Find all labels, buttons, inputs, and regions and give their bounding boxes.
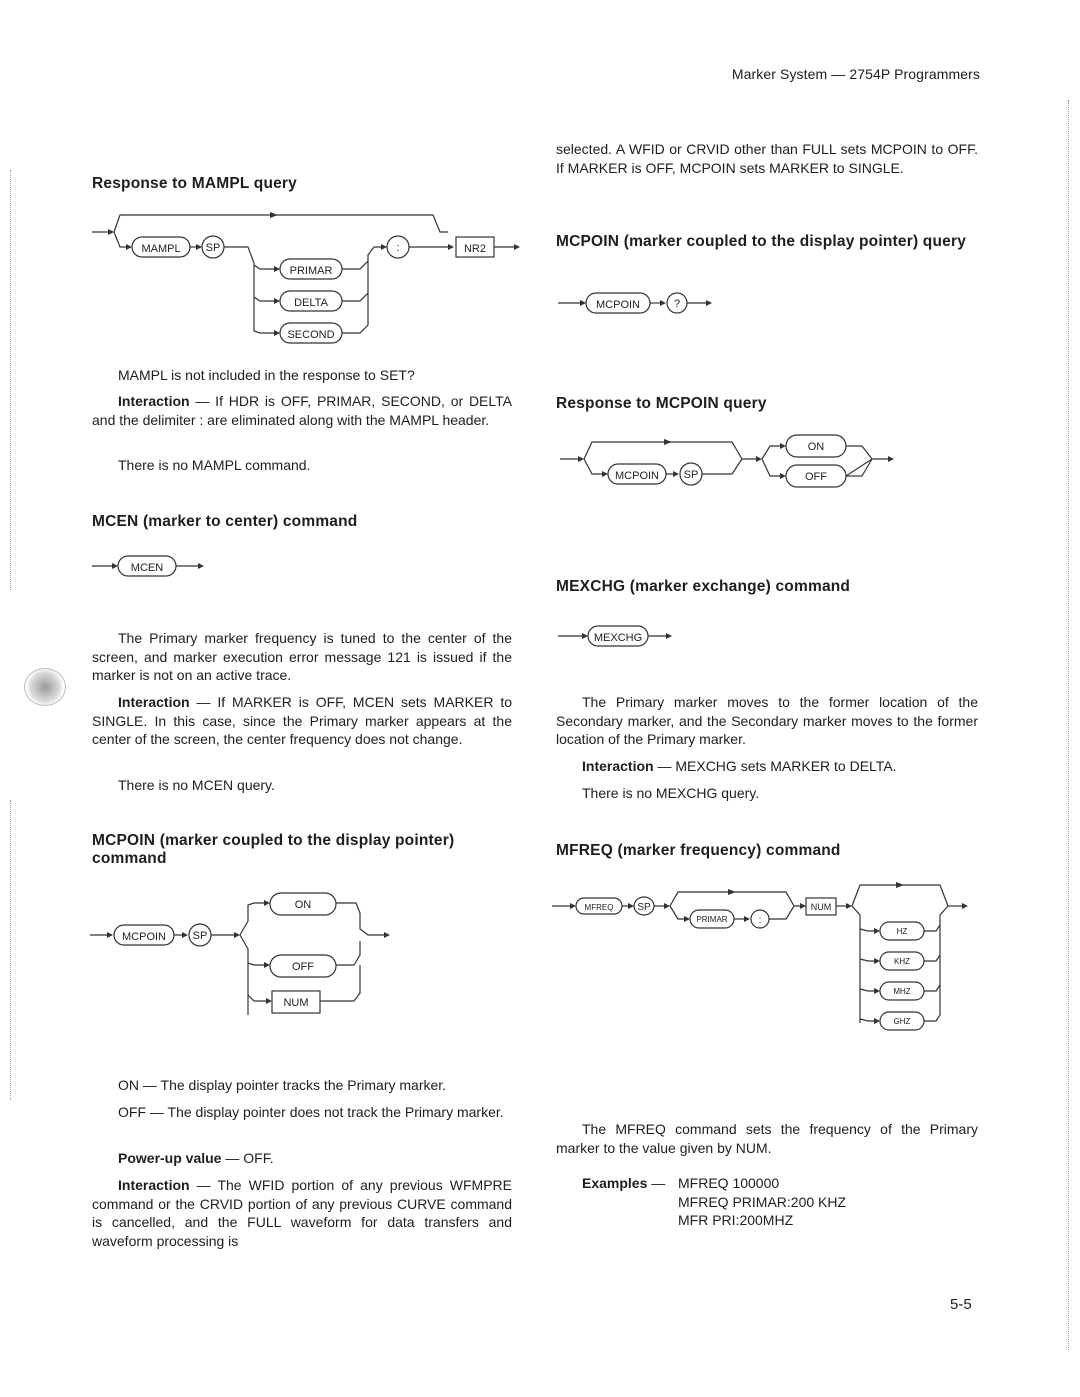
punch-hole-artifact xyxy=(24,668,66,706)
mfreq-examples-label: Examples — xyxy=(582,1175,666,1191)
svg-text:MCPOIN: MCPOIN xyxy=(596,299,640,311)
svg-text:DELTA: DELTA xyxy=(294,297,328,309)
svg-text:ON: ON xyxy=(294,899,312,911)
mcen-description: The Primary marker frequency is tuned to the center of the screen, and marker execution error message 121 is issued if the marker is not on an active trace. xyxy=(92,630,512,683)
svg-text::: : xyxy=(396,242,400,254)
svg-text:SP: SP xyxy=(683,469,699,481)
svg-text:NUM: NUM xyxy=(283,997,309,1009)
left-margin-mark xyxy=(10,170,11,590)
mexchg-description: The Primary marker moves to the former location of the Secondary marker, and the Secondary marker moves to the former location of the Primary marker. xyxy=(556,694,978,747)
syntax-diagram-mcpoin-response xyxy=(556,428,916,496)
heading-mcen-command: MCEN (marker to center) command xyxy=(92,513,358,530)
svg-text:NUM: NUM xyxy=(810,902,832,912)
svg-text:NR2: NR2 xyxy=(463,243,487,255)
mampl-note: MAMPL is not included in the response to SET? xyxy=(118,367,415,383)
svg-text:OFF: OFF xyxy=(805,471,827,483)
mampl-interaction: Interaction — If HDR is OFF, PRIMAR, SECOND, or DELTA and the delimiter : are eliminated along with the MAMPL header. xyxy=(92,393,512,428)
running-head: Marker System — 2754P Programmers xyxy=(731,66,980,82)
svg-text:SP: SP xyxy=(192,930,208,942)
example-line: MFREQ 100000 xyxy=(678,1175,780,1191)
heading-mcpoin-query: MCPOIN (marker coupled to the display pointer) query xyxy=(556,233,967,250)
heading-mexchg-command: MEXCHG (marker exchange) command xyxy=(556,578,851,595)
mexchg-no-query: There is no MEXCHG query. xyxy=(582,785,760,801)
mcpoin-interaction: Interaction — The WFID portion of any previous WFMPRE command or the CRVID portion of any previous CURVE command is cancelled, and the FULL waveform for data transfers and waveform processing is xyxy=(92,1177,512,1249)
heading-mfreq-command: MFREQ (marker frequency) command xyxy=(556,842,841,859)
svg-text:OFF: OFF xyxy=(292,961,314,973)
mfreq-description: The MFREQ command sets the frequency of the Primary marker to the value given by NUM. xyxy=(556,1121,978,1156)
heading-mcpoin-command: MCPOIN (marker coupled to the display pointer) command xyxy=(92,832,455,867)
svg-text:MAMPL: MAMPL xyxy=(141,243,181,255)
page-number: 5-5 xyxy=(950,1296,972,1313)
heading-mampl-response: Response to MAMPL query xyxy=(92,175,297,192)
svg-text:ON: ON xyxy=(807,441,825,453)
svg-text:PRIMAR: PRIMAR xyxy=(696,915,728,924)
mcpoin-off-desc: OFF — The display pointer does not track the Primary marker. xyxy=(118,1104,504,1120)
example-line: MFR PRI:200MHZ xyxy=(678,1212,794,1228)
svg-text:GHZ: GHZ xyxy=(893,1017,911,1026)
svg-text:MHZ: MHZ xyxy=(893,987,911,996)
mcen-no-query: There is no MCEN query. xyxy=(118,777,275,793)
left-margin-mark xyxy=(10,800,11,1100)
mcen-interaction: Interaction — If MARKER is OFF, MCEN sets MARKER to SINGLE. In this case, since the Primary marker appears at the center of the screen, the center frequency does not change. xyxy=(92,694,512,747)
svg-text:MFREQ: MFREQ xyxy=(584,903,614,912)
syntax-diagram-mcen xyxy=(92,552,232,582)
continued-text: selected. A WFID or CRVID other than FULL sets MCPOIN to OFF. If MARKER is OFF, MCPOIN sets MARKER to SINGLE. xyxy=(556,141,978,176)
right-margin-mark xyxy=(1068,100,1069,1350)
svg-text::: : xyxy=(758,915,762,926)
heading-mcpoin-response: Response to MCPOIN query xyxy=(556,395,767,412)
syntax-diagram-mcpoin-command xyxy=(88,885,408,1020)
syntax-diagram-mexchg xyxy=(556,623,686,653)
svg-text:HZ: HZ xyxy=(896,927,908,936)
svg-text:SECOND: SECOND xyxy=(287,329,335,341)
syntax-diagram-mfreq xyxy=(550,875,980,1035)
svg-text:MCPOIN: MCPOIN xyxy=(615,470,659,482)
svg-text:SP: SP xyxy=(637,902,651,913)
svg-text:MEXCHG: MEXCHG xyxy=(593,632,643,644)
svg-text:?: ? xyxy=(673,298,681,310)
syntax-diagram-mcpoin-query xyxy=(556,290,726,320)
mcpoin-on-desc: ON — The display pointer tracks the Primary marker. xyxy=(118,1077,447,1093)
mfreq-examples xyxy=(678,1174,978,1230)
syntax-diagram-mampl-response xyxy=(88,205,538,355)
mampl-no-command: There is no MAMPL command. xyxy=(118,457,311,473)
mcpoin-powerup: Power-up value — OFF. xyxy=(118,1150,274,1166)
svg-text:MCPOIN: MCPOIN xyxy=(122,931,166,943)
mexchg-interaction: Interaction — MEXCHG sets MARKER to DELTA. xyxy=(582,758,897,774)
example-line: MFREQ PRIMAR:200 KHZ xyxy=(678,1193,847,1210)
svg-text:MCEN: MCEN xyxy=(130,562,164,574)
svg-text:KHZ: KHZ xyxy=(894,957,910,966)
svg-text:PRIMAR: PRIMAR xyxy=(289,265,333,277)
svg-text:SP: SP xyxy=(205,242,221,254)
